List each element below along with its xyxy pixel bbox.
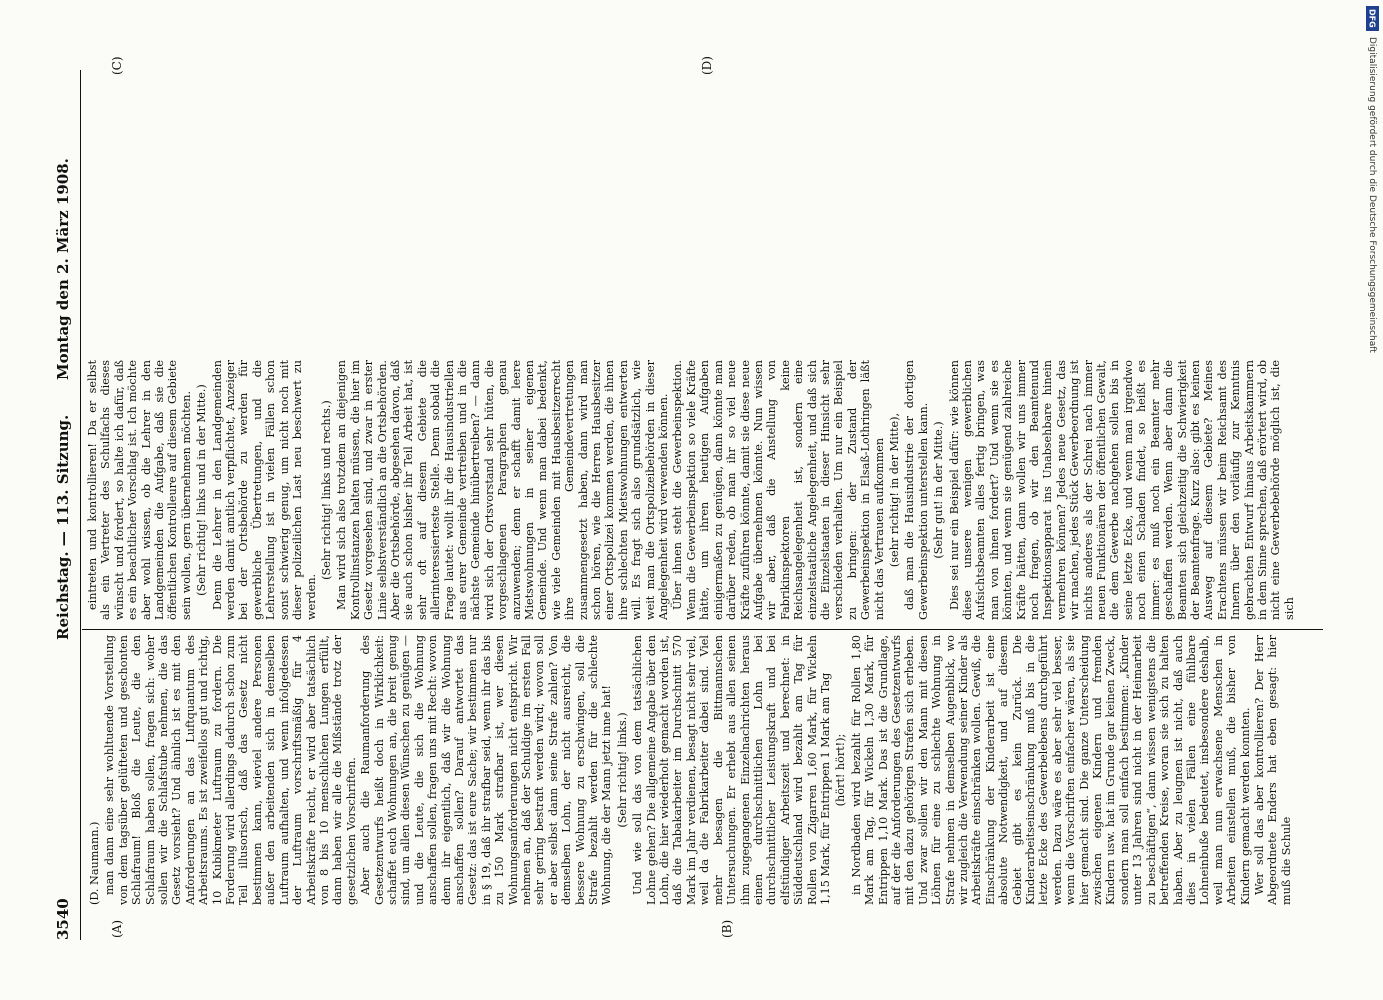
margin-marker-a: (A): [110, 919, 124, 938]
paragraph: Wer soll das aber kontrollieren? Der Herr Abgeordnete Enders hat eben gesagt: hier muß die Schule: [1252, 635, 1293, 905]
paragraph: Über ihnen steht die Gewerbeinspektion. Wenn die Gewerbeinspektion so viele Kräfte hätte, um ihren heutigen Aufgaben einigermaßen zu genügen, dann könnte man darüber reden, ob man ihr so viel neue Kräfte zuführen könnte, damit sie diese neue Aufgabe übernehmen könnte. Nun wissen wir aber, daß die Anstellung von Fabrikinspektoren keine Reichsangelegenheit ist, sondern eine einzelstaatliche Angelegenheit, und daß sich die Einzelstaaten in dieser Hinsicht sehr verschieden verhalten. Um nur ein Beispiel zu bringen: der Zustand der Gewerbeinspektion in Elsaß-Lothringen läßt nicht das Vertrauen aufkommen: [671, 360, 886, 620]
session-title: Reichstag. — 113. Sitzung.: [54, 414, 72, 640]
paragraph: eintreten und kontrollieren! Da er selbst als ein Vertreter des Schulfachs dieses wünscht und fordert, so halte ich dafür, daß es ein beachtlicher Vorschlag ist. Ich möchte aber wohl wissen, ob die Lehrer in den Landgemeinden die Aufgabe, daß sie die öffentlichen Kontrolleure auf diesem Gebiete sein wollen, gern übernehmen möchten.: [86, 360, 193, 620]
margin-marker-d: (D): [700, 56, 714, 75]
interjection: (Sehr richtig! links und rechts.): [319, 400, 333, 580]
paragraph: Dies sei nur ein Beispiel dafür: wie können diese unsere wenigen gewerblichen Aufsichtsbeamten alles fertig bringen, was man von ihnen fordert? Und wenn sie es könnten, und wenn sie genügend zahlreiche Kräfte hätten, dann wollen wir uns immer noch fragen, ob wir den Beamtenund Inspektionsapparat ins Unabsehbare hinein vermehren können? Jedes neue Gesetz, das wir machen, jedes Stück Gewerbeordnung ist nichts anderes als der Schrei nach immer neuen Funktionären der öffentlichen Gewalt, die dem Gewerbe nachgehen sollen bis in seine letzte Ecke, und wenn man irgendwo noch einen Schaden findet, so heißt es immer: es muß noch ein Beamter mehr geschaffen werden. Wenn aber dann die Beamten sich gleichzeitig die Schwierigkeit der Beamtenfrage. Kurz also: gibt es keinen Ausweg auf diesem Gebiete? Meines Erachtens müssen wir beim Reichsamt des Innern über den vorläufig zur Kenntnis gebrachten Entwurf hinaus Arbeitskammern in dem Sinne sprechen, daß erörtert wird, ob nicht eine Gewerbebehörde möglich ist, die sich: [947, 360, 1296, 620]
paragraph: man dann eine sehr wohltuende Vorstellung von dem tagsüber gelüfteten und geschonten Schlafraum! Bloß die Leute, die den Schlafraum haben sollen, fragen sich: woher sollen wir die Schlafstube nehmen, die das Gesetz vorsieht? Und ähnlich ist es mit den Anforderungen an das Luftquantum des Arbeitsraums. Es ist zweifellos gut und richtig, 10 Kubikmeter Luftraum zu fordern. Die Forderung wird allerdings dadurch schon zum Teil illusorisch, daß das Gesetz nicht bestimmen kann, wieviel andere Personen außer den arbeitenden sich in demselben Luftraum aufhalten, und wenn infolgedessen der Luftraum vorschriftsmäßig für 4 Arbeitskräfte reicht, er wird aber tatsächlich von 8 bis 10 menschlichen Lungen erfüllt, dann haben wir alle die Mißstände trotz der gesetzlichen Vorschriften.: [103, 635, 358, 905]
digitization-note: [1361, 0, 1383, 1000]
page-header: [46, 70, 76, 940]
paragraph: Denn die Lehrer in den Landgemeinden werden damit amtlich verpflichtet, Anzeiger bei der Ortsbehörde zu werden für gewerbliche Übertretungen, und die Lehrerstellung ist in vielen Fällen schon sonst schwierig genug, um nicht noch mit dieser polizeilichen Last neu beschwert zu werden.: [210, 360, 318, 620]
interjection: (Sehr richtig! links.): [615, 712, 629, 828]
paragraph: in Nordbaden wird bezahlt für Rollen 1,80 Mark am Tag, für Wickeln 1,30 Mark, für Entrippen 1,10 Mark. Das ist die Grundlage, auf der die Anforderungen des Gesetzentwurfs mit den dazu gehörigen Strafen sich erheben. Und zwar sollen wir den Mann mit diesen Löhnen für eine zu schlechte Wohnung in Strafe nehmen in demselben Augenblick, wo wir zugleich die Verwendung seiner Kinder als Arbeitskräfte einschränken wollen. Gewiß, die Einschränkung der Kinderarbeit ist eine absolute Notwendigkeit, und auf diesem Gebiet gibt es kein Zurück. Die Kinderarbeitseinschränkung muß bis in die letzte Ecke des Gewerbelebens durchgeführt werden. Dazu wäre es aber sehr viel besser, wenn die Vorschriften einfacher wären, als sie hier gemacht sind. Die ganze Unterscheidung zwischen eigenen Kindern und fremden Kindern usw. hat im Grunde gar keinen Zweck, sondern man soll einfach bestimmen: „Kinder unter 13 Jahren sind nicht in der Heimarbeit zu beschäftigen“, dann wissen wenigstens die betreffenden Kreise, woran sie sich zu halten haben. Aber zu leugnen ist nicht, daß auch dies in vielen Fällen eine fühlbare Lohneinbuße bedeutet, insbesondere deshalb, weil man nun erwachsene Menschen in Arbeiten einstellen muß, die bisher von Kindern gemacht werden konnten.: [849, 635, 1252, 905]
paragraph: Aber auch die Raumanforderung des Gesetzentwurfs heißt doch in Wirklichkeit: schaffet euch Wohnungen an, die breit genug sind, um allen diesen Wünschen zu genügen — und die Leute, die sich die Wohnung anschaffen sollen, fragen uns mit Recht: wovon denn ihr eigentlich, daß wir die Wohnung anschaffen sollen? Darauf antwortet das Gesetz: das ist eure Sache; wir bestimmen nur in § 19, daß ihr strafbar seid, wenn ihr das bis zu 150 Mark strafbar ist, wer diesen Wohnungsanforderungen nicht entspricht. Wir nehmen an, daß der Schuldige im ersten Fall sehr gering bestraft werden wird; wovon soll er aber selbst dann seine Strafe zahlen? Von demselben Lohn, der nicht ausreicht, die bessere Wohnung zu erschwingen, soll die Strafe bezahlt werden für die schlechte Wohnung, die der Mann jetzt inne hat!: [359, 635, 614, 905]
column-divider: [82, 629, 1323, 630]
session-date: Montag den 2. März 1908.: [54, 158, 72, 380]
text-column-right: [86, 80, 1336, 620]
dfg-logo: DFG: [1366, 6, 1379, 31]
paragraph: Man wird sich also trotzdem an diejenigen Kontrollinstanzen halten müssen, die hier im Gesetz vorgesehen sind, und zwar in erster Linie selbstverständlich an die Ortsbehörden. Aber die Ortsbehörde, abgesehen davon, daß sie auch schon bisher ihr Teil Arbeit hat, ist sehr oft auf diesem Gebiete die allerinteressierteste Stelle. Denn sobald die Frage lautet: wollt ihr die Hausindustriellen aus eurer Gemeinde vertreiben und in die nächste Gemeinde hinübertreiben? — dann wird sich der Ortsvorstand sehr hüten, die vorgeschlagenen Paragraphen genau anzuwenden; denn er schafft damit leere Mietswohnungen in seiner eigenen Gemeinde. Und wenn man dabei bedenkt, wie viele Gemeinden mit Hausbesitzerrecht ihre Gemeindevertretungen zusammengesetzt haben, dann wird man schon hören, wie die Herren Hausbesitzer einer Ortspolizei kommen werden, die ihnen ihre schlechten Mietswohnungen entwerten will. Es fragt sich also grundsätzlich, wie weit man die Ortspolizeibehörden in dieser Angelegenheit wird verwenden können.: [335, 360, 671, 620]
margin-marker-b: (B): [720, 919, 734, 938]
page-number: 3540: [54, 898, 72, 940]
text-column-left: [86, 635, 1336, 905]
header-rule: [80, 70, 81, 940]
interjection: (hört! hört!);: [834, 733, 848, 807]
paragraph: Und wie soll das von dem tatsächlichen Lohne gehen? Die allgemeine Angabe über den Lohn, die hier wiederholt gemacht worden ist, daß die Tabakarbeiter im Durchschnitt 570 Mark im Jahr verdienen, besagt nicht sehr viel, weil da die Fabrikarbeiter dabei sind. Viel mehr besagen die Bittmannschen Untersuchungen. Er erhebt aus allen seinen ihm zugegangenen Einzelnachrichten heraus einen durchschnittlichen Lohn bei durchschnittlicher Leistungskraft und bei elfstündiger Arbeitszeit und berechnet: in Süddeutschland wird bezahlt am Tag für Rollen von Zigarren 1,60 Mark, für Wickeln 1,15 Mark, für Entrippen 1 Mark am Tag: [631, 635, 832, 905]
interjection: (sehr richtig! in der Mitte),: [887, 412, 901, 568]
speaker-label: (D. Naumann.): [88, 821, 101, 905]
funding-credit: Digitalisierung gefördert durch die Deutsche Forschungsgemeinschaft: [1367, 36, 1377, 353]
interjection: (Sehr gut! in der Mitte.): [932, 421, 946, 559]
interjection: (Sehr richtig! links und in der Mitte.): [195, 384, 209, 596]
margin-marker-c: (C): [110, 56, 124, 75]
paragraph: daß man die Hausindustrie der dortigen Gewerbeinspektion unterstellen kann.: [903, 360, 930, 620]
